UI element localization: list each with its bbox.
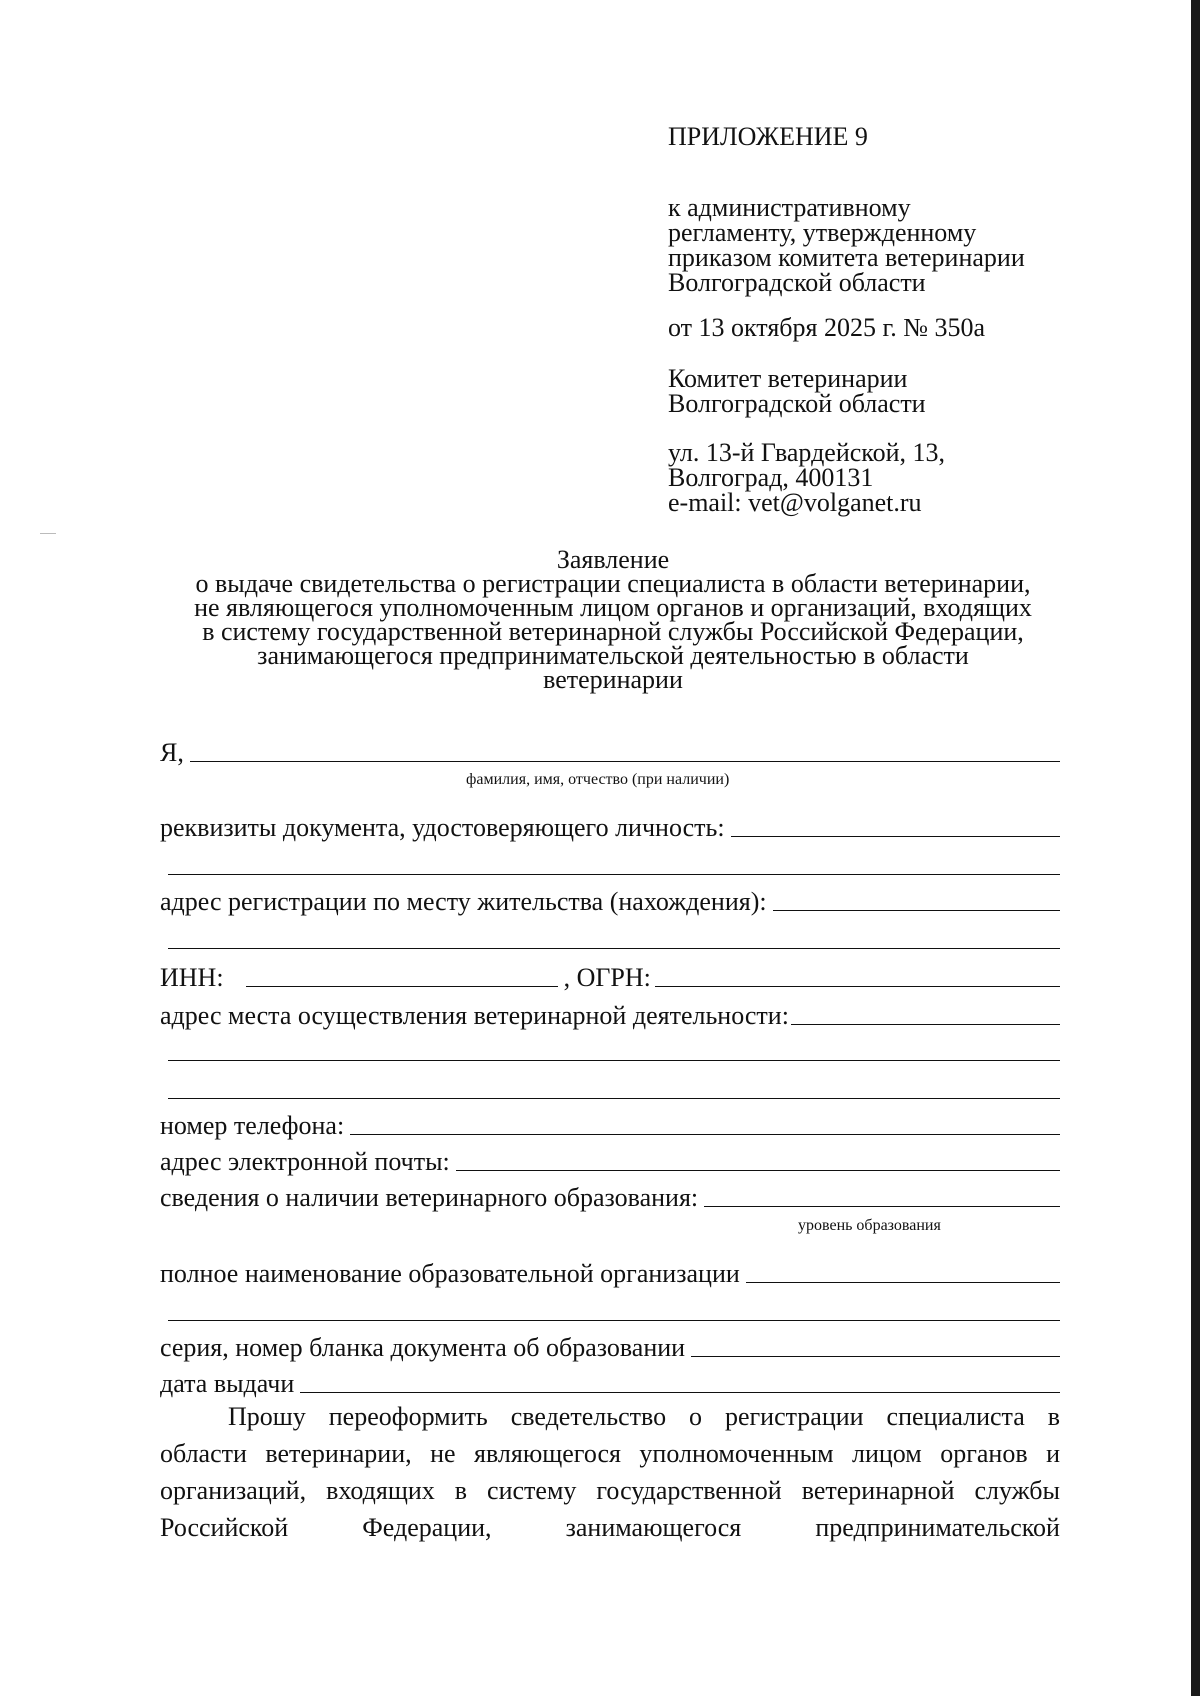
committee-name: Комитет ветеринарии Волгоградской области	[668, 364, 926, 418]
id-document-field-line-2[interactable]	[168, 874, 1060, 875]
regulation-reference: к административному регламенту, утвержденному приказом комитета ветеринарии Волгоградской области	[668, 193, 1025, 297]
committee-address: ул. 13-й Гвардейской, 13, Волгоград, 400131 e-mail: vet@volganet.ru	[668, 438, 946, 517]
request-last-line: Российской Федерации, занимающегося предпринимательской	[160, 1513, 1060, 1542]
order-date: от 13 октября 2025 г. № 350а	[668, 313, 986, 342]
scan-mark	[40, 533, 56, 534]
fio-caption: фамилия, имя, отчество (при наличии)	[466, 771, 730, 788]
application-title: Заявление	[556, 545, 670, 574]
inn-field[interactable]	[246, 986, 558, 987]
ogrn-field[interactable]	[655, 986, 1060, 987]
registration-address-row: адрес регистрации по месту жительства (нахождения):	[160, 882, 1060, 916]
diploma-number-field[interactable]	[691, 1356, 1060, 1357]
phone-row: номер телефона:	[160, 1106, 1060, 1140]
education-caption: уровень образования	[798, 1217, 941, 1234]
issue-date-row: дата выдачи	[160, 1364, 1060, 1398]
inn-ogrn-row: ИНН: , ОГРН:	[160, 958, 1060, 992]
activity-address-row: адрес места осуществления ветеринарной деятельности:	[160, 996, 1060, 1030]
id-document-field[interactable]	[731, 836, 1060, 837]
id-document-row: реквизиты документа, удостоверяющего личность:	[160, 808, 1060, 842]
issue-date-field[interactable]	[300, 1392, 1060, 1393]
educational-organization-row: полное наименование образовательной организации	[160, 1254, 1060, 1288]
education-level-field[interactable]	[704, 1206, 1060, 1207]
fio-row: Я,	[160, 733, 1060, 767]
appendix-title: ПРИЛОЖЕНИЕ 9	[668, 122, 868, 151]
education-row: сведения о наличии ветеринарного образования:	[160, 1178, 1060, 1212]
email-row: адрес электронной почты:	[160, 1142, 1060, 1176]
educational-organization-field-line-2[interactable]	[168, 1320, 1060, 1321]
registration-address-field-line-2[interactable]	[168, 948, 1060, 949]
phone-field[interactable]	[350, 1134, 1060, 1135]
activity-address-field-line-2[interactable]	[168, 1060, 1060, 1061]
educational-organization-field[interactable]	[746, 1282, 1060, 1283]
email-field[interactable]	[456, 1170, 1060, 1171]
registration-address-field[interactable]	[773, 910, 1060, 911]
application-heading: Заявление о выдаче свидетельства о регистрации специалиста в области ветеринарии, не являющегося уполномоченным лицом органов и организаций, входящих в систему государственной ветеринарной службы Российской Федерации, занимающегося предпринимательской деятельностью в области ветеринарии	[120, 548, 1106, 692]
activity-address-field[interactable]	[791, 1024, 1060, 1025]
page-edge	[1191, 0, 1200, 1696]
activity-address-field-line-3[interactable]	[168, 1098, 1060, 1099]
fio-field[interactable]	[190, 761, 1060, 762]
request-paragraph: Прошу переоформить сведетельство о регистрации специалиста в области ветеринарии, не являющегося уполномоченным лицом органов и организаций, входящих в систему государственной ветеринарной службы Российской Федерации, занимающегося предпринимательской	[160, 1398, 1060, 1546]
diploma-row: серия, номер бланка документа об образовании	[160, 1328, 1060, 1362]
